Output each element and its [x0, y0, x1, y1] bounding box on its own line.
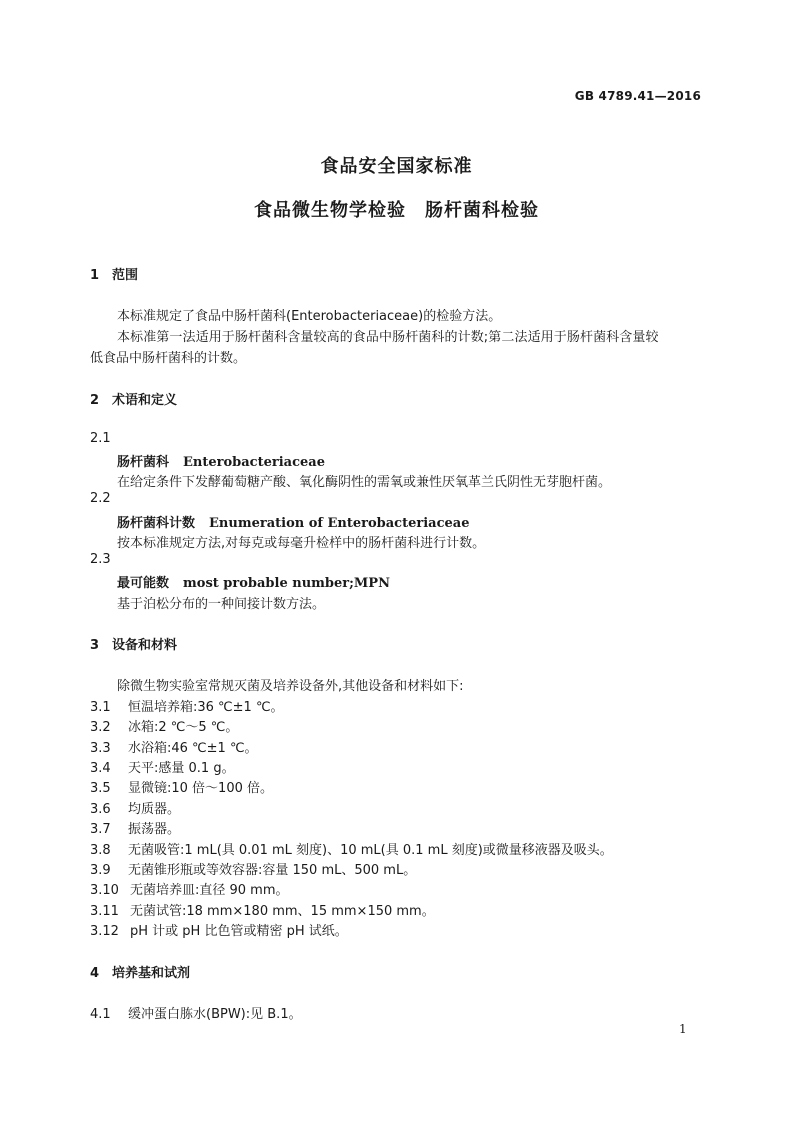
title-line-1: 食品安全国家标准 — [320, 156, 473, 177]
item-number: 3.9 — [90, 863, 111, 878]
item-text: 振荡器。 — [128, 822, 181, 837]
list-item — [90, 920, 348, 939]
list-item — [90, 757, 235, 776]
section-title: 范围 — [112, 268, 139, 283]
list-item — [90, 859, 416, 878]
item-text: 无菌锥形瓶或等效容器:容量 150 mL、500 mL。 — [128, 863, 417, 878]
item-text: 天平:感量 0.1 g。 — [128, 761, 235, 776]
item-number: 3.8 — [90, 843, 111, 858]
section-number: 4 — [90, 966, 100, 981]
item-number: 3.7 — [90, 822, 111, 837]
item-text: 显微镜:10 倍～100 倍。 — [128, 781, 273, 796]
item-text: 无菌培养皿:直径 90 mm。 — [130, 883, 289, 898]
term-en: most probable number;MPN — [183, 576, 390, 591]
term-zh: 肠杆菌科计数 — [117, 516, 196, 531]
list-item — [90, 818, 180, 837]
paragraph: 除微生物实验室常规灭菌及培养设备外,其他设备和材料如下: — [117, 679, 464, 694]
item-number: 3.12 — [90, 924, 119, 939]
list-item — [90, 879, 289, 898]
term-heading — [117, 451, 325, 470]
term-number: 2.1 — [90, 431, 111, 446]
item-text: 无菌试管:18 mm×180 mm、15 mm×150 mm。 — [130, 904, 435, 919]
list-item — [90, 696, 284, 715]
title-line-2: 食品微生物学检验 肠杆菌科检验 — [254, 200, 539, 221]
section-title: 培养基和试剂 — [112, 966, 191, 981]
item-text: 缓冲蛋白胨水(BPW):见 B.1。 — [128, 1007, 302, 1022]
list-item — [90, 1003, 302, 1022]
paragraph: 本标准规定了食品中肠杆菌科(Enterobacteriaceae)的检验方法。 — [117, 309, 502, 324]
page-number: 1 — [679, 1022, 687, 1036]
item-text: pH 计或 pH 比色管或精密 pH 试纸。 — [130, 924, 348, 939]
item-text: 水浴箱:46 ℃±1 ℃。 — [128, 741, 258, 756]
term-definition: 基于泊松分布的一种间接计数方法。 — [117, 597, 326, 612]
term-en: Enumeration of Enterobacteriaceae — [209, 516, 470, 531]
term-definition: 按本标准规定方法,对每克或每毫升检样中的肠杆菌科进行计数。 — [117, 536, 486, 551]
paragraph: 本标准第一法适用于肠杆菌科含量较高的食品中肠杆菌科的计数;第二法适用于肠杆菌科含量较 — [117, 330, 659, 345]
item-number: 3.3 — [90, 741, 111, 756]
section-1-heading — [90, 264, 138, 283]
item-number: 3.1 — [90, 700, 111, 715]
item-number: 3.11 — [90, 904, 119, 919]
item-number: 3.10 — [90, 883, 119, 898]
term-number: 2.2 — [90, 491, 111, 506]
item-text: 无菌吸管:1 mL(具 0.01 mL 刻度)、10 mL(具 0.1 mL 刻度)或微量移液器及吸头。 — [128, 843, 613, 858]
term-number: 2.3 — [90, 552, 111, 567]
section-title: 设备和材料 — [112, 638, 178, 653]
section-3-heading — [90, 634, 177, 653]
item-text: 冰箱:2 ℃～5 ℃。 — [128, 720, 239, 735]
list-item — [90, 900, 435, 919]
item-number: 4.1 — [90, 1007, 111, 1022]
term-en: Enterobacteriaceae — [183, 455, 325, 470]
item-text: 恒温培养箱:36 ℃±1 ℃。 — [128, 700, 284, 715]
term-heading — [117, 512, 469, 531]
list-item — [90, 737, 258, 756]
term-zh: 肠杆菌科 — [117, 455, 170, 470]
item-number: 3.2 — [90, 720, 111, 735]
section-title: 术语和定义 — [112, 393, 178, 408]
list-item — [90, 716, 238, 735]
standard-code: GB 4789.41—2016 — [574, 89, 701, 103]
item-number: 3.5 — [90, 781, 111, 796]
section-4-heading — [90, 962, 190, 981]
term-heading — [117, 572, 390, 591]
term-definition: 在给定条件下发酵葡萄糖产酸、氧化酶阴性的需氧或兼性厌氧革兰氏阴性无芽胞杆菌。 — [117, 475, 612, 490]
list-item — [90, 798, 180, 817]
paragraph-continued: 低食品中肠杆菌科的计数。 — [90, 351, 247, 366]
list-item — [90, 839, 613, 858]
section-number: 3 — [90, 638, 100, 653]
section-2-heading — [90, 389, 177, 408]
item-text: 均质器。 — [128, 802, 181, 817]
section-number: 2 — [90, 393, 100, 408]
list-item — [90, 777, 273, 796]
section-number: 1 — [90, 268, 100, 283]
item-number: 3.4 — [90, 761, 111, 776]
item-number: 3.6 — [90, 802, 111, 817]
term-zh: 最可能数 — [117, 576, 170, 591]
